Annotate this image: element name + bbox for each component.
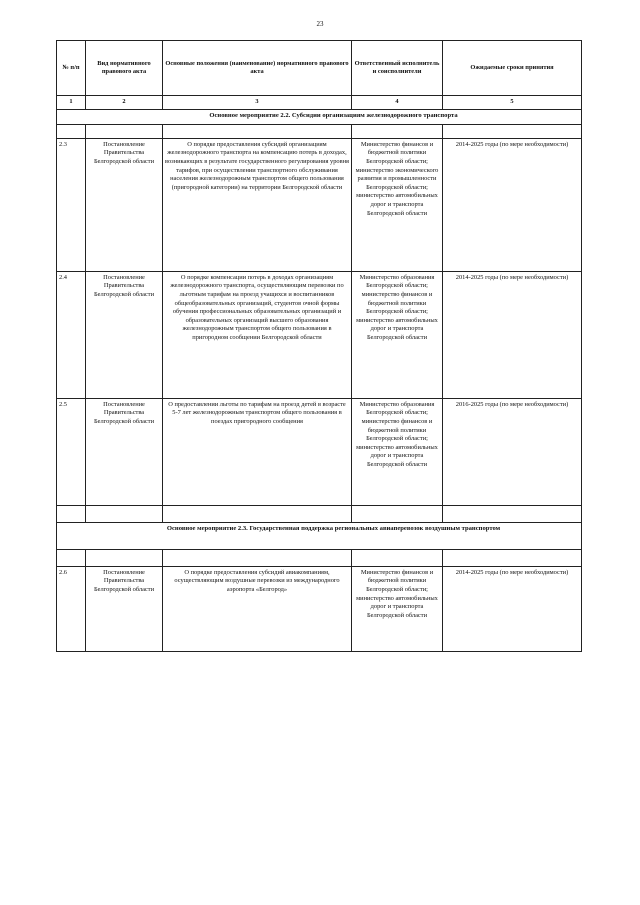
table-header-row (57, 41, 582, 96)
row-number: 2.6 (57, 566, 86, 651)
deadline: 2014-2025 годы (по мере необходимости) (443, 138, 582, 271)
act-type: Постановление Правительства Белгородской области (86, 398, 163, 505)
act-type: Постановление Правительства Белгородской области (86, 138, 163, 271)
section-row (57, 522, 582, 549)
act-type: Постановление Правительства Белгородской области (86, 271, 163, 398)
deadline: 2016-2025 годы (по мере необходимости) (443, 398, 582, 505)
section-title: Основное мероприятие 2.3. Государственная поддержка региональных авиаперевозок воздушным транспортом (86, 522, 582, 549)
column-numbers-row (57, 96, 582, 110)
act-content: О предоставлении льготы по тарифам на проезд детей в возрасте 5-7 лет железнодорожным транспортом общего пользования в поездах пригородного сообщения (163, 398, 352, 505)
page-number: 23 (316, 20, 324, 28)
deadline: 2014-2025 годы (по мере необходимости) (443, 566, 582, 651)
row-number: 2.3 (57, 138, 86, 271)
header-deadline: Ожидаемые сроки принятия (443, 41, 582, 96)
table-row (57, 271, 582, 398)
column-number: 3 (163, 96, 352, 110)
section-row (57, 109, 582, 124)
responsible: Министерство финансов и бюджетной политики Белгородской области; министерство автомобильных дорог и транспорта Белгородской области (352, 566, 443, 651)
column-number: 4 (352, 96, 443, 110)
responsible: Министерство финансов и бюджетной политики Белгородской области; министерство экономического развития и промышленности Белгородской области; министерство автомобильных дорог и транспорта Белгородской области (352, 138, 443, 271)
act-type: Постановление Правительства Белгородской области (86, 566, 163, 651)
header-provisions: Основные положения (наименование) нормативного правового акта (163, 41, 352, 96)
column-number: 2 (86, 96, 163, 110)
legal-acts-table (56, 40, 582, 652)
table-row (57, 398, 582, 505)
section-spacer (57, 522, 86, 549)
responsible: Министерство образования Белгородской области; министерство финансов и бюджетной политики Белгородской области; министерство автомобильных дорог и транспорта Белгородской области (352, 398, 443, 505)
column-number: 1 (57, 96, 86, 110)
act-content: О порядке предоставления субсидий авиакомпаниям, осуществляющим воздушные перевозки из международного аэропорта «Белгород» (163, 566, 352, 651)
spacer-row (57, 124, 582, 138)
header-responsible: Ответственный исполнитель и соисполнители (352, 41, 443, 96)
table-row (57, 566, 582, 651)
act-content: О порядке компенсации потерь в доходах организациям железнодорожного транспорта, осуществляющим перевозки по льготным тарифам на проезд учащихся и воспитанников общеобразовательных организаций, студентов очной формы обучения профессиональных образовательных организаций и образовательных организаций высшего образования железнодорожным транспортом общего пользования в пригородном сообщении Белгородской области (163, 271, 352, 398)
section-title: Основное мероприятие 2.2. Субсидии организациям железнодорожного транспорта (86, 109, 582, 124)
header-act-type: Вид нормативного правового акта (86, 41, 163, 96)
deadline: 2014-2025 годы (по мере необходимости) (443, 271, 582, 398)
responsible: Министерство образования Белгородской области; министерство финансов и бюджетной политики Белгородской области; министерство автомобильных дорог и транспорта Белгородской области (352, 271, 443, 398)
row-number: 2.4 (57, 271, 86, 398)
row-number: 2.5 (57, 398, 86, 505)
header-number: № п/п (57, 41, 86, 96)
act-content: О порядке предоставления субсидий организациям железнодорожного транспорта на компенсацию потерь в доходах, возникающих в результате государственного регулирования уровня тарифов, при осуществлении транспортного обслуживания населения железнодорожным транспортом общего пользования (пригородной категории) на территории Белгородской области (163, 138, 352, 271)
spacer-row (57, 549, 582, 566)
spacer-row (57, 505, 582, 522)
table-row (57, 138, 582, 271)
section-spacer (57, 109, 86, 124)
column-number: 5 (443, 96, 582, 110)
